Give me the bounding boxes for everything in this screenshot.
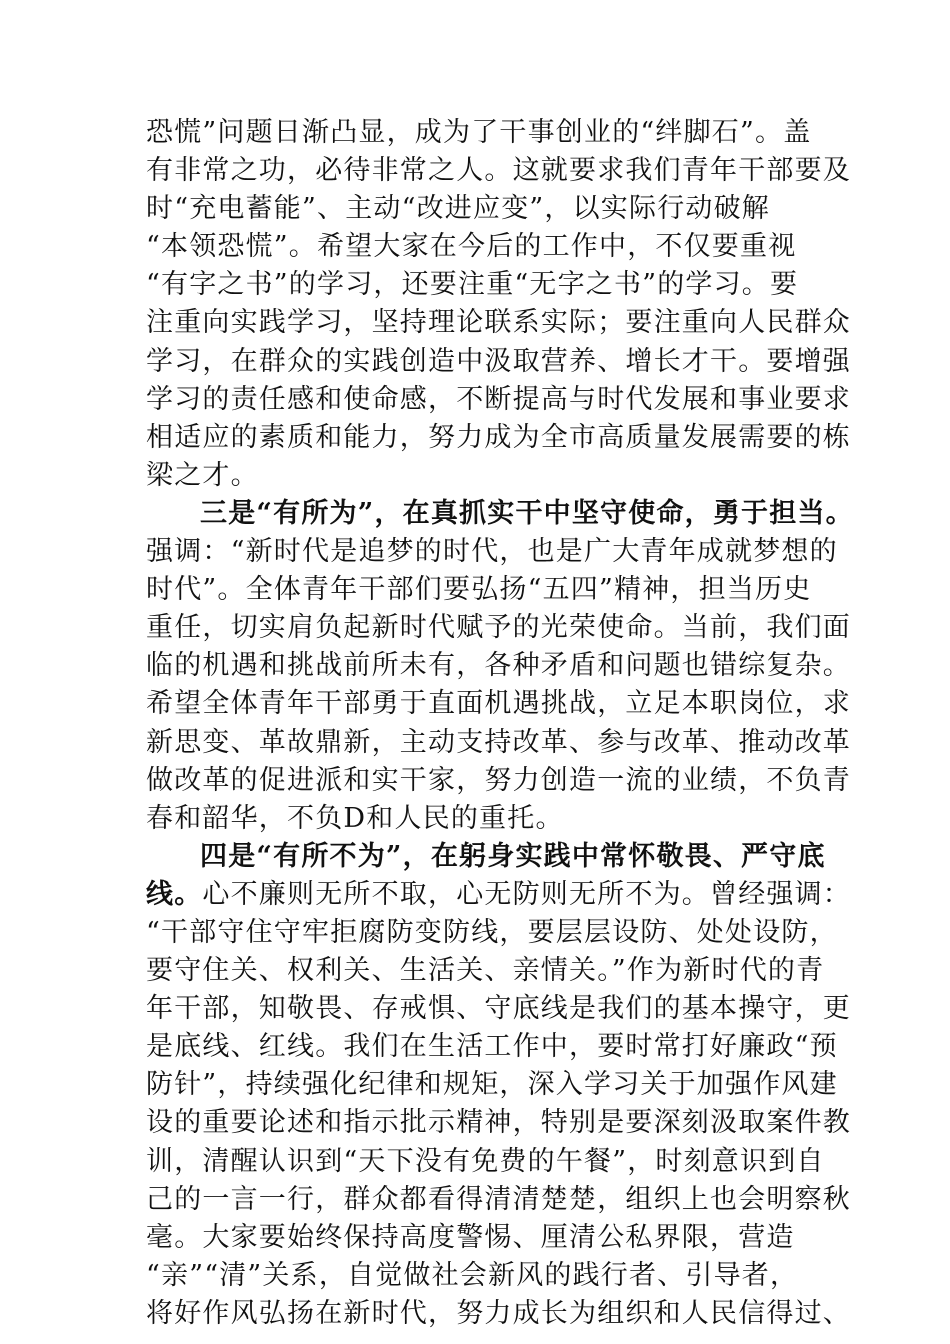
text-line: 春和韶华，不负D和人民的重托。 <box>146 802 564 834</box>
text-line: 训，清醒认识到“天下没有免费的午餐”，时刻意识到自 <box>146 1145 825 1177</box>
text-line: 注重向实践学习，坚持理论联系实际；要注重向人民群众 <box>146 307 851 339</box>
text-line: 相适应的素质和能力，努力成为全市高质量发展需要的栋 <box>146 421 851 453</box>
text-line: 做改革的促进派和实干家，努力创造一流的业绩，不负青 <box>146 764 851 796</box>
text-line: 临的机遇和挑战前所未有，各种矛盾和问题也错综复杂。 <box>146 650 851 682</box>
text-line: 要守住关、权利关、生活关、亲情关。”作为新时代的青 <box>146 955 825 987</box>
text-line: 学习的责任感和使命感，不断提高与时代发展和事业要求 <box>146 383 851 415</box>
text-line: 防针”，持续强化纪律和规矩，深入学习关于加强作风建 <box>146 1069 838 1101</box>
text-line: 将好作风弘扬在新时代，努力成长为组织和人民信得过、 <box>146 1297 851 1329</box>
document-body <box>146 114 854 1333</box>
text-line: 时代”。全体青年干部们要弘扬“五四”精神，担当历史 <box>146 574 812 606</box>
text-span: 心不廉则无所不取，心无防则无所不为。曾经强调： <box>202 878 852 910</box>
text-line: 是底线、红线。我们在生活工作中，要时常打好廉政“预 <box>146 1031 838 1063</box>
text-line: 希望全体青年干部勇于直面机遇挑战，立足本职岗位，求 <box>146 688 851 720</box>
text-line: 毫。大家要始终保持高度警惕、厘清公私界限，营造 <box>146 1221 795 1253</box>
text-line: 学习，在群众的实践创造中汲取营养、增长才干。要增强 <box>146 345 851 377</box>
section-heading-4-end: 线。 <box>146 878 203 910</box>
text-line: 年干部，知敬畏、存戒惧、守底线是我们的基本操守，更 <box>146 993 851 1025</box>
text-line: “本领恐慌”。希望大家在今后的工作中，不仅要重视 <box>146 231 797 263</box>
section-heading-4: 四是“有所不为”，在躬身实践中常怀敬畏、严守底 <box>200 840 826 872</box>
text-line: “有字之书”的学习，还要注重“无字之书”的学习。要 <box>146 269 799 301</box>
paragraph-2 <box>146 495 854 838</box>
paragraph-1 <box>146 114 851 495</box>
text-line: 设的重要论述和指示批示精神，特别是要深刻汲取案件教 <box>146 1107 851 1139</box>
text-line: 时“充电蓄能”、主动“改进应变”，以实际行动破解 <box>146 193 771 225</box>
text-line: 恐慌”问题日渐凸显，成为了干事创业的“绊脚石”。盖 <box>146 117 812 148</box>
text-line <box>146 876 852 914</box>
text-line: 强调：“新时代是追梦的时代，也是广大青年成就梦想的 <box>146 536 838 568</box>
text-line: 有非常之功，必待非常之人。这就要求我们青年干部要及 <box>146 155 851 187</box>
text-line: “亲”“清”关系，自觉做社会新风的践行者、引导者， <box>146 1259 799 1291</box>
text-line: 梁之才。 <box>146 459 259 491</box>
text-line: 重任，切实肩负起新时代赋予的光荣使命。当前，我们面 <box>146 612 851 644</box>
text-line: 己的一言一行，群众都看得清清楚楚，组织上也会明察秋 <box>146 1183 851 1215</box>
paragraph-3 <box>146 838 852 1333</box>
section-heading-3: 三是“有所为”，在真抓实干中坚守使命，勇于担当。 <box>200 497 854 529</box>
text-line: “干部守住守牢拒腐防变防线，要层层设防、处处设防， <box>146 916 838 948</box>
text-line: 新思变、革故鼎新，主动支持改革、参与改革、推动改革 <box>146 726 851 758</box>
